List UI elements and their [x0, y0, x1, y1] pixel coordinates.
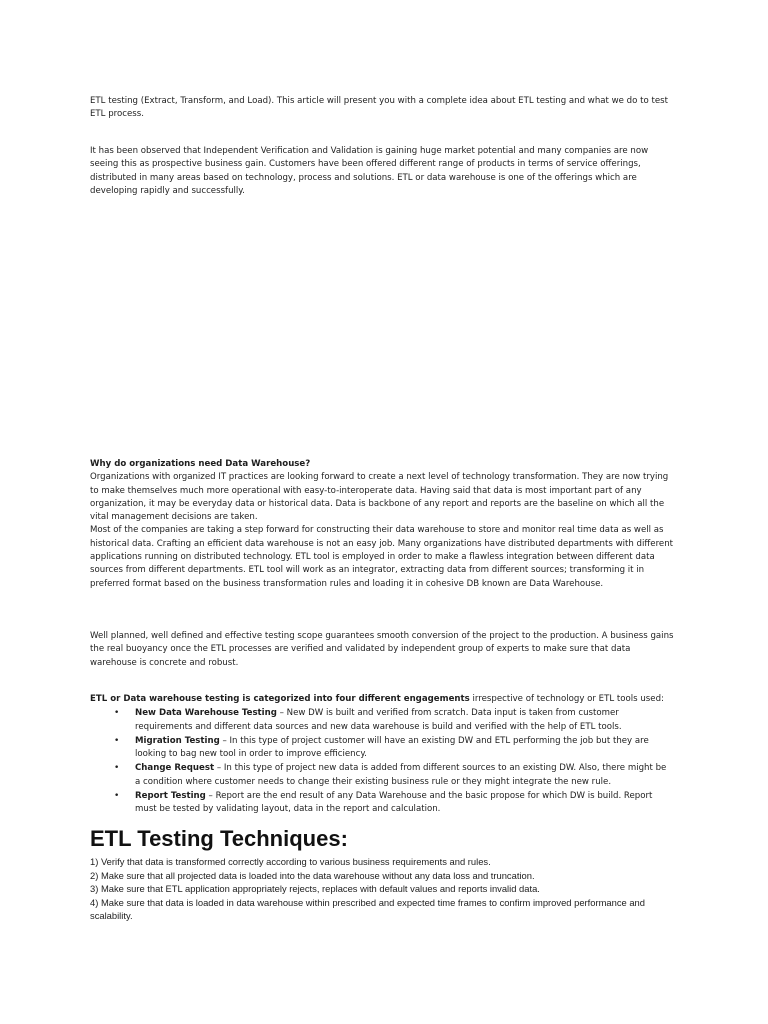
- engagement-term: Migration Testing: [135, 735, 220, 746]
- testing-scope-paragraph: Well planned, well defined and effective testing scope guarantees smooth conversion of the project to the production. A business gains the real buoyancy once the ETL processes are verified and validated by independent group of experts to make sure that data warehouse is concrete and robust.: [90, 631, 674, 668]
- why-paragraph-1: Organizations with organized IT practices are looking forward to create a next level of technology transformation. They are now trying to make themselves much more operational with easy-to-interoperate data. Having said that data is most important part of any organization, it may be everyday data or historical data. Data is backbone of any report and reports are the baseline on which all the vital management decisions are taken.: [90, 472, 669, 523]
- techniques-list: [90, 855, 674, 923]
- engagement-desc: – Report are the end result of any Data Warehouse and the basic propose for which DW is build. Report must be tested by validating layout, data in the report and calculation.: [135, 791, 653, 815]
- engagement-term: Report Testing: [135, 791, 206, 802]
- technique-item: 3) Make sure that ETL application appropriately rejects, replaces with default values and reports invalid data.: [90, 883, 540, 894]
- technique-item: 4) Make sure that data is loaded in data warehouse within prescribed and expected time frames to confirm improved performance and scalability.: [90, 896, 645, 921]
- ivv-paragraph: It has been observed that Independent Verification and Validation is gaining huge market potential and many companies are now seeing this as prospective business gain. Customers have been offered different range of products in terms of service offerings, distributed in many areas based on technology, process and solutions. ETL or data warehouse is one of the offerings which are developing rapidly and successfully.: [90, 146, 649, 196]
- engagements-section: [90, 693, 674, 818]
- engagement-desc: – In this type of project new data is added from different sources to an existing DW. Also, there might be a condition where customer needs to change their existing business rule or they might integrate the new rule.: [135, 763, 667, 787]
- why-heading: Why do organizations need Data Warehouse?: [90, 459, 311, 469]
- bullet-icon: •: [114, 735, 120, 746]
- list-item: [90, 790, 674, 817]
- technique-item: 1) Verify that data is transformed correctly according to various business requirements and rules.: [90, 856, 491, 867]
- engagements-intro-bold: ETL or Data warehouse testing is categorized into four different engagements: [90, 694, 470, 704]
- engagement-term: New Data Warehouse Testing: [135, 708, 277, 719]
- why-paragraph-2: Most of the companies are taking a step forward for constructing their data warehouse to store and monitor real time data as well as historical data. Crafting an efficient data warehouse is not an easy job. Many organizations have distributed departments with different applications running on distributed technology. ETL tool is employed in order to make a flawless integration between different data sources from different departments. ETL tool will work as an integrator, extracting data from different sources; transforming it in preferred format based on the business transformation rules and loading it in cohesive DB known are Data Warehouse.: [90, 525, 674, 589]
- why-section: [90, 458, 674, 591]
- bullet-icon: •: [114, 791, 120, 802]
- engagements-intro-rest: irrespective of technology or ETL tools used:: [469, 694, 664, 704]
- list-item: [90, 762, 674, 789]
- engagement-term: Change Request: [135, 763, 215, 774]
- techniques-title: ETL Testing Techniques:: [90, 826, 348, 851]
- bullet-icon: •: [114, 763, 120, 774]
- engagement-desc: – In this type of project customer will have an existing DW and ETL performing the job but they are looking to bag new tool in order to improve efficiency.: [135, 735, 649, 760]
- list-item: [90, 707, 674, 734]
- engagements-list: [90, 707, 674, 816]
- techniques-section: [90, 826, 674, 923]
- technique-item: 2) Make sure that all projected data is loaded into the data warehouse without any data loss and truncation.: [90, 869, 535, 881]
- bullet-icon: •: [114, 708, 120, 719]
- list-item: [90, 735, 674, 762]
- engagement-desc: – New DW is built and verified from scratch. Data input is taken from customer requirements and different data sources and new data warehouse is build and verified with the help of ETL tools.: [135, 708, 622, 732]
- intro-paragraph: ETL testing (Extract, Transform, and Load). This article will present you with a complete idea about ETL testing and what we do to test ETL process.: [90, 96, 668, 120]
- engagements-intro: [90, 693, 674, 706]
